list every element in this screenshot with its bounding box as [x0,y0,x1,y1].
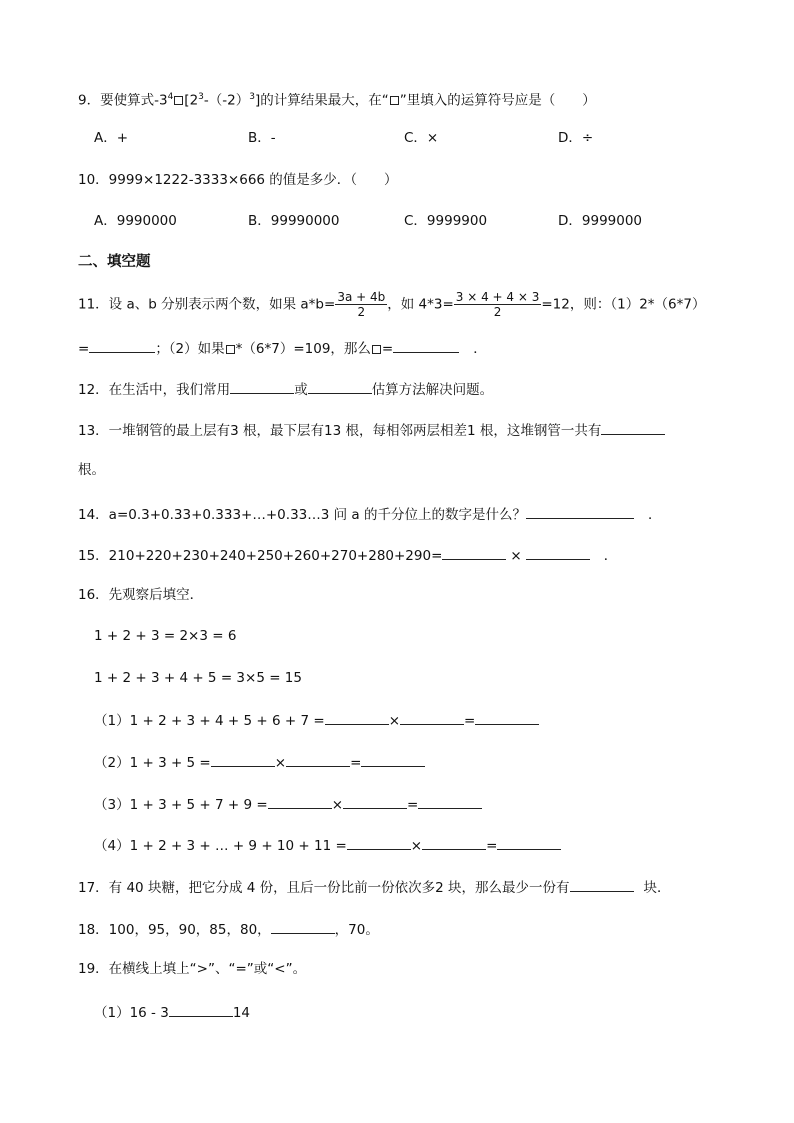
q9-number: 9． [78,92,101,109]
question-14 [78,504,661,524]
answer-blank[interactable] [442,545,506,560]
question-11-line2 [78,338,487,358]
question-17 [78,877,671,897]
answer-blank[interactable] [89,338,155,353]
q9-text-a: 要使算式 [100,92,155,109]
q9-option-b[interactable]: B．- [248,130,276,146]
q9-text-c: ”里填入的运算符号应是（ ） [399,92,596,109]
answer-blank[interactable] [422,835,486,850]
answer-blank[interactable] [361,752,425,767]
q11-eq-sign-2: = [381,341,394,357]
q11-frac1-numerator: 3a + 4b [337,290,386,304]
question-11-line1 [78,290,705,319]
q9-expr-c: -（-2） [203,92,250,109]
answer-blank[interactable] [169,1002,233,1017]
question-19-title: 19．在横线上填上“>”、“=”或“<”。 [78,961,307,977]
answer-blank[interactable] [211,752,275,767]
answer-blank[interactable] [271,919,335,934]
q16-times: × [274,755,287,771]
q11-frac1-denominator: 2 [357,305,366,319]
q16-part-4 [94,835,561,855]
answer-blank[interactable] [308,379,372,394]
q12-text-a: 12．在生活中，我们常用 [78,382,231,398]
q16-part-3 [94,794,482,814]
q16-times: × [388,713,400,729]
q16-times: × [331,797,344,813]
answer-blank[interactable] [570,877,634,892]
q11-frac2-denominator: 2 [493,305,502,319]
q18-text-b: ，70。 [334,922,379,938]
q12-text-b: 或 [294,382,308,398]
q18-text-a: 18．100，95，90，85，80， [78,922,271,938]
q10-option-d[interactable]: D．9999000 [558,213,643,229]
answer-blank[interactable] [526,545,590,560]
q16-part-1 [94,710,539,730]
q16-p2-text: （2）1 + 3 + 5 = [94,755,211,771]
q16-p1-text: （1）1 + 2 + 3 + 4 + 5 + 6 + 7 = [94,713,325,729]
q11-frac2-numerator: 3 × 4 + 4 × 3 [455,290,540,304]
q11-fraction-1 [335,290,387,319]
q10-option-c[interactable]: C．9999900 [404,213,488,229]
question-12 [78,379,493,399]
answer-blank[interactable] [286,752,350,767]
q9-option-a[interactable]: A．+ [94,130,129,146]
q9-option-d[interactable]: D．÷ [558,130,594,146]
q9-expr-d: ] [254,92,261,109]
q9-exp-1: 4 [167,92,174,102]
q16-example-2: 1 + 2 + 3 + 4 + 5 = 3×5 = 15 [94,670,302,686]
q12-text-c: 估算方法解决问题。 [371,382,494,398]
q19-p1-text-a: （1）16 - 3 [94,1005,169,1021]
question-15 [78,545,617,565]
q13-text-a: 13．一堆钢管的最上层有3 根，最下层有13 根，每相邻两层相差1 根，这堆钢管一共有 [78,423,602,439]
q16-eq: = [350,755,362,771]
q11-part2: ，如 4*3= [387,296,454,313]
q19-part-1 [94,1002,250,1022]
answer-blank[interactable] [497,835,561,850]
q16-eq: = [486,838,498,854]
q15-times: × [510,548,522,564]
q16-times: × [410,838,423,854]
section-heading: 二、填空题 [78,254,151,270]
q14-period: ． [647,507,662,523]
question-10: 10．9999×1222-3333×666 的值是多少．（ ） [78,172,398,188]
q16-eq: = [407,797,419,813]
q17-text-b: 块． [643,880,671,896]
q9-expr-b: [2 [184,92,199,109]
question-9 [78,88,596,110]
q10-option-b[interactable]: B．99990000 [248,213,340,229]
q14-text-a: 14．a=0.3+0.33+0.333+…+0.33…3 问 a 的千分位上的数字是什么？ [78,507,526,523]
blank-square-icon [226,345,235,354]
answer-blank[interactable] [393,338,459,353]
q16-part-2 [94,752,425,772]
q9-option-c[interactable]: C．× [404,130,439,146]
q16-p4-text: （4）1 + 2 + 3 + … + 9 + 10 + 11 = [94,838,347,854]
blank-square-icon [390,96,399,105]
q9-exp-2: 3 [198,92,204,102]
answer-blank[interactable] [526,504,634,519]
answer-blank[interactable] [400,710,464,725]
q11-text-b: ；（2）如果 [155,341,225,357]
q11-fraction-2 [454,290,542,319]
question-13 [78,420,665,440]
q10-option-a[interactable]: A．9990000 [94,213,177,229]
q11-eq-sign: = [78,341,90,357]
question-18 [78,919,379,939]
answer-blank[interactable] [418,794,482,809]
q16-example-1: 1 + 2 + 3 = 2×3 = 6 [94,628,237,644]
q17-text-a: 17．有 40 块糖，把它分成 4 份，且后一份比前一份依次多2 块，那么最少一份有 [78,880,570,896]
q11-part3: =12，则：（1）2*（6*7） [541,296,706,313]
q9-exp-3: 3 [249,92,255,102]
q11-period: ． [473,341,487,357]
blank-square-icon [372,345,381,354]
question-13-end: 根。 [78,462,105,478]
answer-blank[interactable] [230,379,294,394]
q19-p1-text-b: 14 [232,1005,250,1021]
blank-square-icon [174,96,183,105]
q15-period: ． [603,548,618,564]
q9-text-b: 的计算结果最大，在“ [260,92,389,109]
question-16-title: 16．先观察后填空． [78,587,204,603]
answer-blank[interactable] [347,835,411,850]
q11-part1: 11．设 a、b 分别表示两个数，如果 a*b= [78,296,336,313]
answer-blank[interactable] [343,794,407,809]
q16-eq: = [464,713,476,729]
q11-text-c: *（6*7）=109，那么 [235,341,371,357]
q15-text-a: 15．210+220+230+240+250+260+270+280+290= [78,548,443,564]
answer-blank[interactable] [601,420,665,435]
answer-blank[interactable] [268,794,332,809]
answer-blank[interactable] [475,710,539,725]
q16-p3-text: （3）1 + 3 + 5 + 7 + 9 = [94,797,268,813]
answer-blank[interactable] [325,710,389,725]
q9-expr-a: -3 [154,92,168,109]
